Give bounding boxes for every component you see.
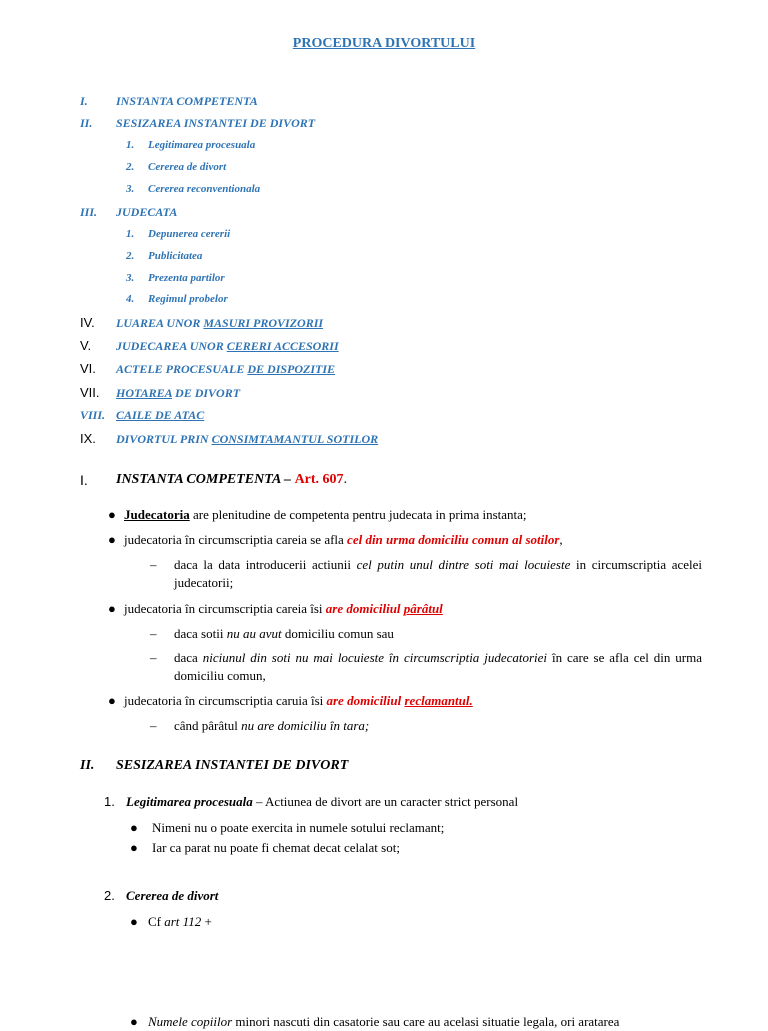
sub-list-text: in circumscriptia acelei judecatorii; — [174, 557, 703, 590]
toc-num-ii: II. — [80, 116, 93, 130]
bullet-icon: ● — [108, 532, 116, 547]
toc-item-ix-text: DIVORTUL PRIN — [116, 432, 212, 446]
toc-item-iv[interactable] — [116, 316, 323, 331]
list-item-text: judecatoria în circumscriptia caruia îsi — [124, 693, 327, 708]
toc-sub-item[interactable]: Regimul probelor — [148, 293, 228, 305]
sub-list-italic: nu are domiciliu în tara; — [241, 718, 370, 733]
toc-link-consimtamantul-sotilor[interactable]: CONSIMTAMANTUL SOTILOR — [211, 432, 379, 446]
list-item-text: judecatoria în circumscriptia careia îsi — [124, 601, 326, 616]
toc-sub-num: 2. — [126, 250, 135, 262]
bullet-icon: ● — [108, 601, 116, 616]
dash-marker: – — [150, 650, 157, 665]
list-item-text: , — [559, 532, 563, 547]
toc-item-vii-text: DE DIVORT — [172, 386, 241, 400]
highlight-text: are domiciliul — [326, 693, 405, 708]
term-judecatoria: Judecatoria — [124, 507, 190, 522]
list-item — [124, 531, 714, 549]
toc-item-vi[interactable] — [116, 362, 335, 377]
toc-link-hotarea[interactable]: HOTAREA — [116, 386, 173, 400]
toc-sub-item[interactable]: Prezenta partilor — [148, 272, 225, 284]
toc-sub-num: 3. — [126, 272, 135, 284]
bullet-icon: ● — [108, 693, 116, 708]
toc-sub-num: 1. — [126, 139, 135, 151]
toc-item-vi-text: ACTELE PROCESUALE — [116, 362, 248, 376]
list-item-text: are plenitudine de competenta pentru judecata in prima instanta; — [189, 507, 527, 522]
highlight-underlined: pârâtul — [403, 601, 443, 616]
section-num: II. — [80, 758, 95, 773]
bullet-icon: ● — [108, 507, 116, 522]
subsection-title: Legitimarea procesuala — [126, 794, 253, 809]
sub-list-item — [174, 556, 702, 592]
toc-sub-num: 1. — [126, 228, 135, 240]
toc-num-ix: IX. — [80, 431, 96, 446]
section-heading — [116, 472, 347, 488]
toc-sub-item[interactable]: Publicitatea — [148, 250, 203, 262]
toc-link-de-dispozitie[interactable]: DE DISPOZITIE — [247, 362, 336, 376]
toc-item-ii[interactable]: SESIZAREA INSTANTEI DE DIVORT — [116, 116, 316, 130]
toc-num-iv: IV. — [80, 315, 95, 330]
list-item-italic: Numele copiilor — [148, 1014, 233, 1029]
sub-list-text: domiciliu comun sau — [281, 626, 394, 641]
bullet-icon: ● — [130, 1014, 138, 1029]
toc-num-vi: VI. — [80, 361, 96, 376]
sub-list-text: daca la data introducerii actiunii — [174, 557, 357, 572]
toc-item-iv-text: LUAREA UNOR — [116, 316, 204, 330]
sub-list-item — [174, 625, 702, 643]
toc-item-vii[interactable] — [116, 386, 240, 401]
list-item — [148, 1013, 764, 1031]
subsection-num: 1. — [104, 794, 115, 809]
list-item-text: + — [201, 914, 212, 929]
subsection-heading — [126, 887, 716, 905]
toc-num-vii: VII. — [80, 385, 100, 400]
sub-list-italic: niciunul din soti nu mai locuieste în circumscriptia judecatoriei — [202, 650, 548, 665]
sub-list-italic: cel putin unul dintre soti mai locuieste — [356, 557, 571, 572]
subsection-text: – Actiunea de divort are un caracter strict personal — [252, 794, 519, 809]
subsection-heading — [126, 793, 716, 811]
list-item: Nimeni nu o poate exercita in numele sotului reclamant; — [152, 820, 445, 835]
list-item-text: judecatoria în circumscriptia careia se afla — [124, 532, 348, 547]
toc-sub-item[interactable]: Cererea reconventionala — [148, 183, 261, 195]
toc-sub-num: 4. — [126, 293, 135, 305]
toc-sub-num: 2. — [126, 161, 135, 173]
list-item-text: Cf — [148, 914, 165, 929]
subsection-title: Cererea de divort — [126, 888, 219, 903]
toc-item-v[interactable] — [116, 339, 339, 354]
highlight-text: are domiciliul — [325, 601, 404, 616]
sub-list-text: în care se afla cel din urma domiciliu comun, — [174, 650, 702, 683]
toc-sub-item[interactable]: Depunerea cererii — [148, 228, 231, 240]
toc-sub-item[interactable]: Legitimarea procesuala — [148, 139, 256, 151]
article-reference: Art. 607 — [294, 472, 344, 487]
toc-item-ix[interactable] — [116, 432, 378, 447]
toc-num-i: I. — [80, 94, 88, 108]
toc-link-masuri-provizorii[interactable]: MASURI PROVIZORII — [203, 316, 324, 330]
section-num: I. — [80, 472, 88, 488]
sub-list-item — [174, 717, 702, 735]
page-title: PROCEDURA DIVORTULUI — [292, 36, 476, 51]
section-heading-text: INSTANTA COMPETENTA – — [116, 472, 295, 487]
toc-num-iii: III. — [80, 205, 98, 219]
subsection-num: 2. — [104, 888, 115, 903]
bullet-icon: ● — [130, 914, 138, 929]
bullet-icon: ● — [130, 820, 138, 835]
section-heading: SESIZAREA INSTANTEI DE DIVORT — [116, 758, 349, 773]
heading-dot: . — [343, 472, 348, 487]
toc-sub-item[interactable]: Cererea de divort — [148, 161, 227, 173]
sub-list-italic: nu au avut — [226, 626, 282, 641]
sub-list-text: când pârâtul — [174, 718, 242, 733]
sub-list-text: daca — [174, 650, 203, 665]
toc-num-viii: VIII. — [80, 408, 106, 422]
list-item — [124, 506, 714, 524]
dash-marker: – — [150, 626, 157, 641]
sub-list-text: daca sotii — [174, 626, 227, 641]
toc-sub-num: 3. — [126, 183, 135, 195]
list-item: Iar ca parat nu poate fi chemat decat celalat sot; — [152, 840, 400, 855]
list-item — [124, 600, 714, 618]
list-item-text: minori nascuti din casatorie sau care au acelasi situatie legala, ori aratarea — [232, 1014, 620, 1029]
dash-marker: – — [150, 718, 157, 733]
toc-link-cereri-accesorii[interactable]: CERERI ACCESORII — [226, 339, 339, 353]
dash-marker: – — [150, 557, 157, 572]
toc-item-viii[interactable]: CAILE DE ATAC — [116, 408, 205, 422]
list-item-italic: art 112 — [164, 914, 202, 929]
list-item — [148, 913, 708, 931]
list-item — [124, 692, 714, 710]
bullet-icon: ● — [130, 840, 138, 855]
highlight-underlined: reclamantul. — [404, 693, 473, 708]
toc-item-iii[interactable]: JUDECATA — [116, 205, 178, 219]
toc-item-v-text: JUDECAREA UNOR — [116, 339, 227, 353]
toc-num-v: V. — [80, 338, 92, 353]
sub-list-item — [174, 649, 702, 685]
highlight-text: cel din urma domiciliu comun al sotilor — [347, 532, 560, 547]
toc-item-i[interactable]: INSTANTA COMPETENTA — [116, 94, 258, 108]
